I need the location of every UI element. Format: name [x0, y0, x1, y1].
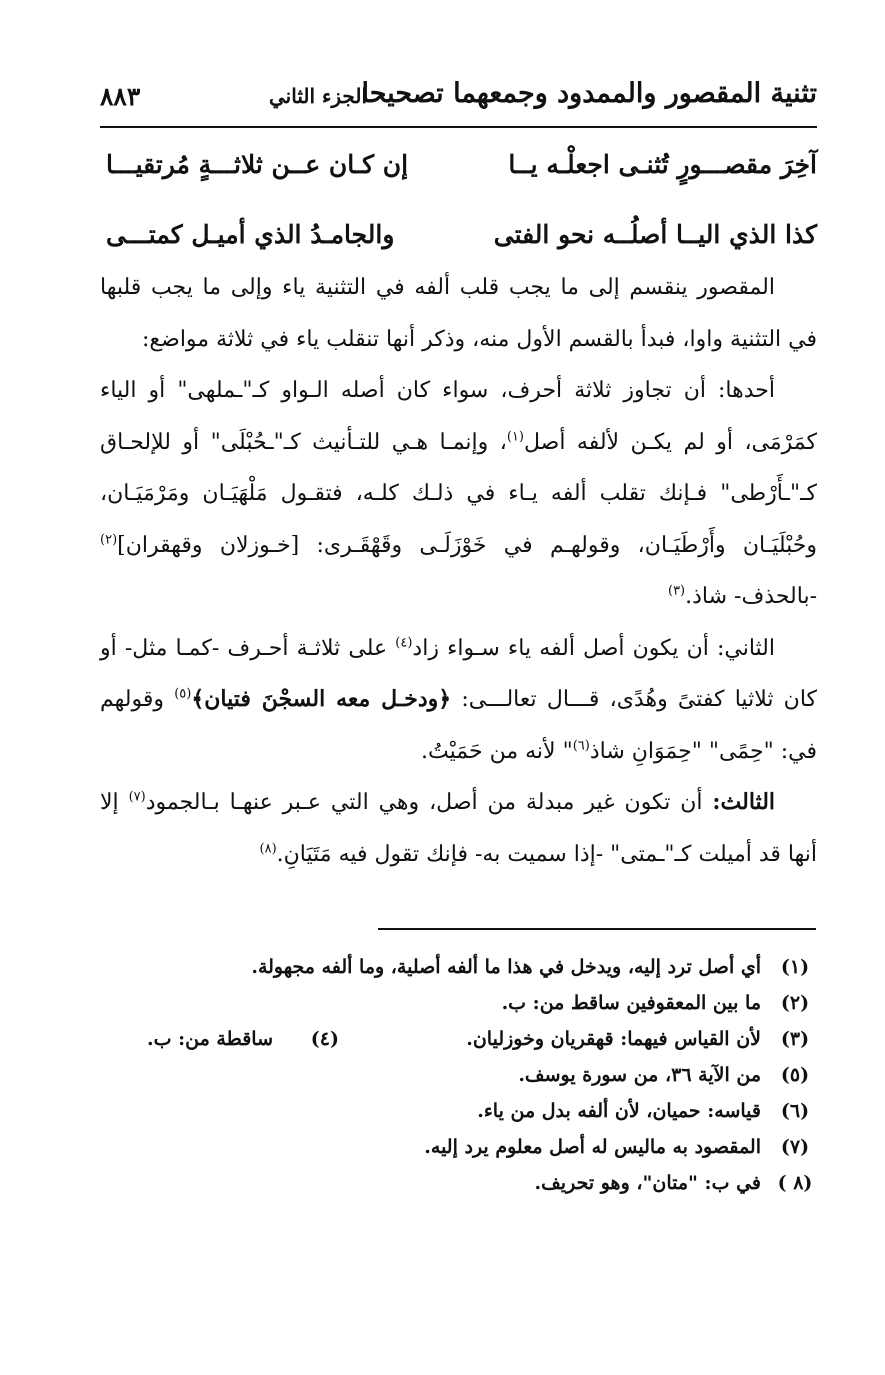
footnote-text: ساقطة من: ب.	[147, 1028, 273, 1050]
footnote-number: (١)	[780, 956, 810, 978]
paragraph-text: وقولهم في: "حِمًى" "حِمَوَانِ شاذ	[100, 687, 817, 764]
footnote-item	[100, 992, 813, 1028]
header-divider	[100, 126, 817, 128]
paragraph-first-case	[100, 365, 817, 623]
verse-second-hemistich: والجامـدُ الذي أميـل كمتـــى	[106, 220, 395, 249]
commentary-text	[100, 262, 817, 880]
paragraph-text: أن تكون غير مبدلة من أصل، وهي التي عـبر عنهـا بـالجمود	[145, 790, 713, 815]
paragraph-text: -بالحذف- شاذ.	[685, 584, 817, 609]
verse-line	[100, 150, 817, 220]
verse-second-hemistich: إن كـان عــن ثلاثـــةٍ مُرتقيـــا	[106, 150, 409, 179]
footnote-text: أي أصل ترد إليه، ويدخل في هذا ما ألفه أصلية، وما ألفه مجهولة.	[251, 956, 761, 978]
footnote-item	[100, 1172, 813, 1208]
footnote-number: (٧)	[780, 1136, 810, 1158]
footnote-text: من الآية ٣٦، من سورة يوسف.	[518, 1064, 761, 1086]
footnote-divider	[378, 928, 816, 930]
footnote-ref[interactable]: (٤)	[395, 635, 413, 651]
footnote-number: (٢)	[780, 992, 810, 1014]
paragraph-second-case	[100, 623, 817, 778]
footnote-item	[100, 1100, 813, 1136]
footnote-text: ما بين المعقوفين ساقط من: ب.	[501, 992, 761, 1014]
footnote-text: لأن القياس فيهما: قهقريان وخوزليان.	[466, 1028, 761, 1050]
paragraph-text: على ثلاثـة أحـرف -كمـا مثل- أو كان ثلاثيا كفتىً وهُدًى، قـــال تعالـــى:	[100, 635, 817, 712]
case-lead: الثالث:	[712, 789, 776, 815]
verse-first-hemistich: آخِرَ مقصـــورٍ تُثنـى اجعلْـه يــا	[508, 150, 817, 179]
footnote-item	[100, 1064, 813, 1100]
footnote-text: في ب: "متان"، وهو تحريف.	[534, 1172, 761, 1194]
footnote-ref[interactable]: (٥)	[174, 686, 192, 702]
footnote-text: قياسه: حميان، لأن ألفه بدل من ياء.	[477, 1100, 761, 1122]
paragraph-intro	[100, 262, 817, 365]
paragraph-text: ، وإنمـا هـي للتـأنيث كـ"ـحُبْلَى" أو للإلحـاق كـ"ـأَرْطى" فـإنك تقلب ألفه يـاء في ذلـك كلـه، فتقـول مَلْهَيَـان ومَرْمَيَـان، وحُبْلَيَـان وأَرْطَيَـان، وقولهـم في خَوْزَلَـى وقَهْقَـرى: [خـوزلان وقهقران]	[100, 429, 817, 558]
footnote-item	[100, 1136, 813, 1172]
paragraph-third-case	[100, 777, 817, 880]
page-number: ٨٨٣	[100, 82, 141, 111]
footnote-number: (٦)	[780, 1100, 810, 1122]
footnote-number: (٤)	[310, 1028, 339, 1050]
paragraph-text: إلا أنها قد أميلت كـ"ـمتى" -إذا سميت به- فإنك تقول فيه مَتَيَانِ.	[100, 790, 817, 867]
paragraph-text: المقصور ينقسم إلى ما يجب قلب ألفه في التثنية ياء وإلى ما يجب قلبها في التثنية واوا، فبدأ بالقسم الأول منه، وذكر أنها تنقلب ياء في ثلاثة مواضع:	[100, 275, 817, 352]
chapter-title: تثنية المقصور والممدود وجمعهما تصحيحا	[361, 78, 817, 109]
paragraph-text: أحدها: أن تجاوز ثلاثة أحرف، سواء كان أصله الـواو كـ"ـملهى" أو الياء كمَرْمَى، أو لم يكـن لألفه أصل	[100, 378, 817, 455]
footnotes	[100, 956, 813, 1208]
footnote-number: (٨ )	[777, 1172, 813, 1194]
footnote-ref[interactable]: (٣)	[667, 583, 686, 599]
paragraph-text: الثاني: أن يكون أصل ألفه ياء سـواء زاد	[412, 635, 775, 661]
footnote-number: (٥)	[780, 1064, 810, 1086]
footnote-item	[100, 1028, 813, 1064]
footnote-ref[interactable]: (١)	[506, 429, 524, 445]
paragraph-text: " لأنه من حَمَيْتُ.	[421, 738, 573, 764]
footnote-number: (٣)	[780, 1028, 810, 1050]
volume-label: الجزء الثاني	[269, 84, 367, 108]
verse-first-hemistich: كذا الذي اليــا أصلُــه نحو الفتى	[493, 220, 817, 249]
footnote-ref[interactable]: (٧)	[128, 789, 146, 805]
footnote-ref[interactable]: (٨)	[259, 841, 277, 857]
running-header	[100, 70, 817, 118]
quran-quote: ﴿ودخـل معه السجْنَ فتيان﴾	[191, 686, 452, 712]
footnote-item	[100, 956, 813, 992]
footnote-ref[interactable]: (٢)	[100, 532, 118, 548]
footnote-ref[interactable]: (٦)	[572, 738, 590, 754]
footnote-text: المقصود به ماليس له أصل معلوم يرد إليه.	[424, 1136, 761, 1158]
